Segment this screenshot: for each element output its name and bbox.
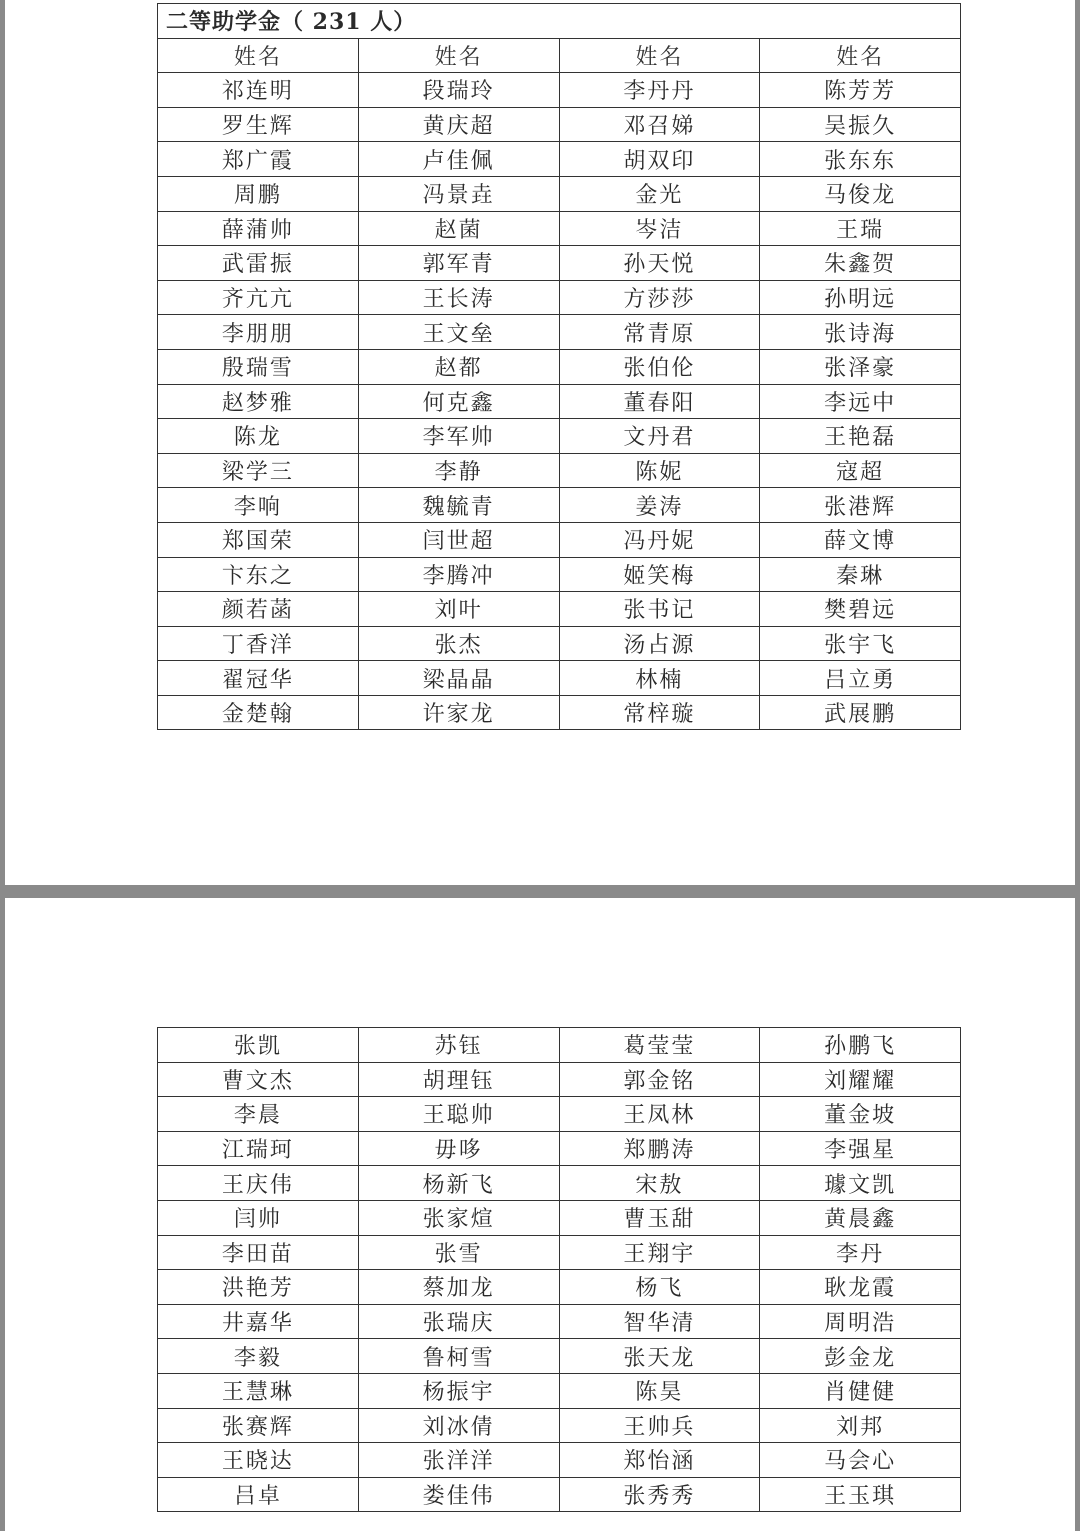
student-name-cell: 祁连明 xyxy=(158,73,359,108)
student-name-cell: 张杰 xyxy=(358,626,559,661)
student-name-cell: 郭军青 xyxy=(358,246,559,281)
student-name-cell: 刘冰倩 xyxy=(358,1408,559,1443)
student-name-cell: 樊碧远 xyxy=(760,592,961,627)
student-name-cell: 张泽豪 xyxy=(760,349,961,384)
table-title: 二等助学金（ 231 人） xyxy=(158,4,961,39)
table-row xyxy=(158,522,961,557)
table-row xyxy=(158,1235,961,1270)
student-name-cell: 李远中 xyxy=(760,384,961,419)
column-header-name: 姓名 xyxy=(760,38,961,73)
student-name-cell: 罗生辉 xyxy=(158,107,359,142)
student-name-cell: 王长涛 xyxy=(358,280,559,315)
student-name-cell: 智华清 xyxy=(559,1304,760,1339)
student-name-cell: 葛莹莹 xyxy=(559,1028,760,1063)
student-name-cell: 常梓璇 xyxy=(559,695,760,730)
student-name-cell: 闫帅 xyxy=(158,1200,359,1235)
student-name-cell: 黄庆超 xyxy=(358,107,559,142)
student-name-cell: 武雷振 xyxy=(158,246,359,281)
table-row xyxy=(158,419,961,454)
document-page-1 xyxy=(5,0,1075,885)
student-name-cell: 姜涛 xyxy=(559,488,760,523)
student-name-cell: 娄佳伟 xyxy=(358,1477,559,1512)
scholarship-table-page-1 xyxy=(157,3,961,730)
student-name-cell: 段瑞玲 xyxy=(358,73,559,108)
table-row xyxy=(158,315,961,350)
table-row xyxy=(158,211,961,246)
student-name-cell: 董金坡 xyxy=(760,1097,961,1132)
student-name-cell: 郑国荣 xyxy=(158,522,359,557)
student-name-cell: 曹文杰 xyxy=(158,1062,359,1097)
student-name-cell: 王聪帅 xyxy=(358,1097,559,1132)
table-row xyxy=(158,1304,961,1339)
student-name-cell: 颜若菡 xyxy=(158,592,359,627)
student-name-cell: 翟冠华 xyxy=(158,661,359,696)
student-name-cell: 刘叶 xyxy=(358,592,559,627)
student-name-cell: 毋哆 xyxy=(358,1131,559,1166)
table-row xyxy=(158,1166,961,1201)
student-name-cell: 张秀秀 xyxy=(559,1477,760,1512)
table-row xyxy=(158,453,961,488)
student-name-cell: 张雪 xyxy=(358,1235,559,1270)
table-row xyxy=(158,1270,961,1305)
student-name-cell: 张瑞庆 xyxy=(358,1304,559,1339)
student-name-cell: 杨振宇 xyxy=(358,1373,559,1408)
student-name-cell: 陈芳芳 xyxy=(760,73,961,108)
student-name-cell: 薛文博 xyxy=(760,522,961,557)
student-name-cell: 张洋洋 xyxy=(358,1443,559,1478)
student-name-cell: 卞东之 xyxy=(158,557,359,592)
student-name-cell: 方莎莎 xyxy=(559,280,760,315)
student-name-cell: 孙鹏飞 xyxy=(760,1028,961,1063)
student-name-cell: 郑怡涵 xyxy=(559,1443,760,1478)
table-row xyxy=(158,1097,961,1132)
student-name-cell: 张东东 xyxy=(760,142,961,177)
student-name-cell: 齐亢亢 xyxy=(158,280,359,315)
student-name-cell: 李响 xyxy=(158,488,359,523)
table-row xyxy=(158,557,961,592)
student-name-cell: 李丹 xyxy=(760,1235,961,1270)
table-row xyxy=(158,592,961,627)
student-name-cell: 冯景垚 xyxy=(358,176,559,211)
student-name-cell: 丁香洋 xyxy=(158,626,359,661)
student-name-cell: 李毅 xyxy=(158,1339,359,1374)
student-name-cell: 洪艳芳 xyxy=(158,1270,359,1305)
student-name-cell: 林楠 xyxy=(559,661,760,696)
student-name-cell: 李丹丹 xyxy=(559,73,760,108)
student-name-cell: 李腾冲 xyxy=(358,557,559,592)
student-name-cell: 武展鹏 xyxy=(760,695,961,730)
table-row xyxy=(158,246,961,281)
table-row xyxy=(158,1062,961,1097)
table-row xyxy=(158,488,961,523)
student-name-cell: 彭金龙 xyxy=(760,1339,961,1374)
student-name-cell: 李朋朋 xyxy=(158,315,359,350)
student-name-cell: 闫世超 xyxy=(358,522,559,557)
student-name-cell: 王凤林 xyxy=(559,1097,760,1132)
column-header-name: 姓名 xyxy=(559,38,760,73)
student-name-cell: 姬笑梅 xyxy=(559,557,760,592)
table-row xyxy=(158,1131,961,1166)
student-name-cell: 张凯 xyxy=(158,1028,359,1063)
student-name-cell: 胡理钰 xyxy=(358,1062,559,1097)
student-name-cell: 王翔宇 xyxy=(559,1235,760,1270)
student-name-cell: 蔡加龙 xyxy=(358,1270,559,1305)
student-name-cell: 郭金铭 xyxy=(559,1062,760,1097)
table-row xyxy=(158,1339,961,1374)
student-name-cell: 张宇飞 xyxy=(760,626,961,661)
student-name-cell: 殷瑞雪 xyxy=(158,349,359,384)
student-name-cell: 李强星 xyxy=(760,1131,961,1166)
student-name-cell: 文丹君 xyxy=(559,419,760,454)
student-name-cell: 张书记 xyxy=(559,592,760,627)
student-name-cell: 孙天悦 xyxy=(559,246,760,281)
student-name-cell: 马会心 xyxy=(760,1443,961,1478)
student-name-cell: 赵梦雅 xyxy=(158,384,359,419)
table-row xyxy=(158,73,961,108)
student-name-cell: 董春阳 xyxy=(559,384,760,419)
student-name-cell: 赵菌 xyxy=(358,211,559,246)
student-name-cell: 王艳磊 xyxy=(760,419,961,454)
student-name-cell: 陈妮 xyxy=(559,453,760,488)
student-name-cell: 何克鑫 xyxy=(358,384,559,419)
table-row xyxy=(158,384,961,419)
student-name-cell: 璩文凯 xyxy=(760,1166,961,1201)
table-row xyxy=(158,1443,961,1478)
table-row xyxy=(158,1028,961,1063)
student-name-cell: 马俊龙 xyxy=(760,176,961,211)
student-name-cell: 杨飞 xyxy=(559,1270,760,1305)
student-name-cell: 王玉琪 xyxy=(760,1477,961,1512)
student-name-cell: 王庆伟 xyxy=(158,1166,359,1201)
student-name-cell: 郑广霞 xyxy=(158,142,359,177)
student-name-cell: 吕立勇 xyxy=(760,661,961,696)
student-name-cell: 张赛辉 xyxy=(158,1408,359,1443)
student-name-cell: 吴振久 xyxy=(760,107,961,142)
student-name-cell: 李晨 xyxy=(158,1097,359,1132)
table-row xyxy=(158,142,961,177)
student-name-cell: 井嘉华 xyxy=(158,1304,359,1339)
student-name-cell: 周鹏 xyxy=(158,176,359,211)
student-name-cell: 秦琳 xyxy=(760,557,961,592)
student-name-cell: 郑鹏涛 xyxy=(559,1131,760,1166)
table-row xyxy=(158,1200,961,1235)
student-name-cell: 鲁柯雪 xyxy=(358,1339,559,1374)
student-name-cell: 耿龙霞 xyxy=(760,1270,961,1305)
table-row xyxy=(158,1373,961,1408)
table-row xyxy=(158,1408,961,1443)
column-header-name: 姓名 xyxy=(358,38,559,73)
student-name-cell: 陈昊 xyxy=(559,1373,760,1408)
student-name-cell: 李军帅 xyxy=(358,419,559,454)
student-name-cell: 肖健健 xyxy=(760,1373,961,1408)
student-name-cell: 邓召娣 xyxy=(559,107,760,142)
student-name-cell: 宋敖 xyxy=(559,1166,760,1201)
student-name-cell: 冯丹妮 xyxy=(559,522,760,557)
table-row xyxy=(158,349,961,384)
student-name-cell: 王帅兵 xyxy=(559,1408,760,1443)
student-name-cell: 李静 xyxy=(358,453,559,488)
student-name-cell: 常青原 xyxy=(559,315,760,350)
scholarship-table-page-2 xyxy=(157,1027,961,1512)
student-name-cell: 汤占源 xyxy=(559,626,760,661)
student-name-cell: 王慧琳 xyxy=(158,1373,359,1408)
student-name-cell: 吕卓 xyxy=(158,1477,359,1512)
student-name-cell: 许家龙 xyxy=(358,695,559,730)
table-title-row xyxy=(158,4,961,39)
student-name-cell: 赵都 xyxy=(358,349,559,384)
student-name-cell: 张诗海 xyxy=(760,315,961,350)
student-name-cell: 李田苗 xyxy=(158,1235,359,1270)
table-header-row xyxy=(158,38,961,73)
student-name-cell: 陈龙 xyxy=(158,419,359,454)
student-name-cell: 张港辉 xyxy=(760,488,961,523)
table-row xyxy=(158,1477,961,1512)
table-row xyxy=(158,661,961,696)
student-name-cell: 王瑞 xyxy=(760,211,961,246)
student-name-cell: 刘邦 xyxy=(760,1408,961,1443)
student-name-cell: 魏毓青 xyxy=(358,488,559,523)
student-name-cell: 张天龙 xyxy=(559,1339,760,1374)
document-page-2 xyxy=(5,898,1075,1531)
student-name-cell: 金光 xyxy=(559,176,760,211)
student-name-cell: 胡双印 xyxy=(559,142,760,177)
student-name-cell: 金楚翰 xyxy=(158,695,359,730)
table-row xyxy=(158,176,961,211)
student-name-cell: 孙明远 xyxy=(760,280,961,315)
student-name-cell: 曹玉甜 xyxy=(559,1200,760,1235)
table-row xyxy=(158,280,961,315)
student-name-cell: 江瑞珂 xyxy=(158,1131,359,1166)
student-name-cell: 张家煊 xyxy=(358,1200,559,1235)
student-name-cell: 王晓达 xyxy=(158,1443,359,1478)
student-name-cell: 卢佳佩 xyxy=(358,142,559,177)
table-row xyxy=(158,626,961,661)
table-row xyxy=(158,695,961,730)
student-name-cell: 梁学三 xyxy=(158,453,359,488)
student-name-cell: 王文垒 xyxy=(358,315,559,350)
student-name-cell: 刘耀耀 xyxy=(760,1062,961,1097)
student-name-cell: 黄晨鑫 xyxy=(760,1200,961,1235)
student-name-cell: 寇超 xyxy=(760,453,961,488)
student-name-cell: 张伯伦 xyxy=(559,349,760,384)
student-name-cell: 朱鑫贺 xyxy=(760,246,961,281)
student-name-cell: 苏钰 xyxy=(358,1028,559,1063)
table-row xyxy=(158,107,961,142)
student-name-cell: 杨新飞 xyxy=(358,1166,559,1201)
student-name-cell: 梁晶晶 xyxy=(358,661,559,696)
student-name-cell: 薛蒲帅 xyxy=(158,211,359,246)
student-name-cell: 岑洁 xyxy=(559,211,760,246)
student-name-cell: 周明浩 xyxy=(760,1304,961,1339)
column-header-name: 姓名 xyxy=(158,38,359,73)
